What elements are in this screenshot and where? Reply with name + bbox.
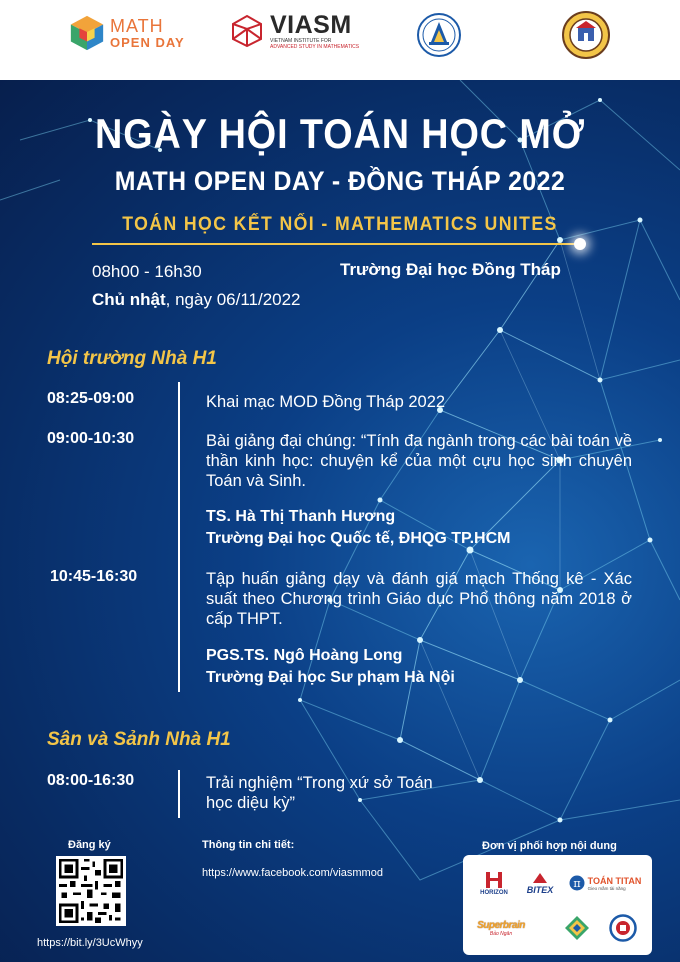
registration-qr-code[interactable] [56, 856, 126, 926]
speaker-affiliation: Trường Đại học Sư phạm Hà Nội [206, 669, 455, 686]
horizon-logo [471, 863, 517, 903]
timeline-divider [178, 382, 180, 692]
math-open-day-cube-icon [68, 14, 106, 52]
title-vietnamese: NGÀY HỘI TOÁN HỌC MỞ [95, 110, 585, 157]
toan-titan-logo [563, 865, 647, 901]
superbrain-logo [471, 907, 531, 949]
bitex-logo [519, 863, 561, 903]
section-heading-lobby: Sân và Sảnh Nhà H1 [47, 729, 231, 750]
details-link[interactable]: https://www.facebook.com/viasmmod [202, 867, 383, 879]
schedule-description: Bài giảng đại chúng: “Tính đa ngành trong các bài toán về thần kinh học: chuyện kể của một cựu học sinh chuyên Toán và Sinh. [206, 432, 632, 490]
dong-thap-university-logo [417, 10, 461, 60]
schedule-description: Khai mạc MOD Đồng Tháp 2022 [206, 393, 446, 411]
event-date-text: , ngày 06/11/2022 [165, 290, 301, 309]
schedule-time: 09:00-10:30 [47, 430, 135, 447]
toan-titan-sub: Gieo mầm tài năng [587, 885, 626, 891]
register-label: Đăng ký [68, 839, 111, 851]
mod-logo-line1: MATH [110, 15, 164, 36]
pi-icon [569, 875, 585, 891]
slogan-underline [92, 243, 580, 245]
poster-main [0, 80, 680, 962]
viasm-sub1: VIETNAM INSTITUTE FOR [270, 38, 332, 44]
toan-titan-text: TOÁN TITAN [587, 875, 642, 886]
details-label: Thông tin chi tiết: [202, 839, 295, 851]
schedule-time: 10:45-16:30 [50, 568, 138, 585]
viasm-logo [230, 12, 359, 50]
high-school-logo [561, 9, 611, 61]
round-emblem-icon [609, 914, 637, 942]
event-date [92, 290, 301, 310]
superbrain-text: Superbrain [477, 919, 525, 931]
register-link[interactable]: https://bit.ly/3UcWhyy [37, 937, 143, 949]
logo-header [0, 0, 680, 80]
viasm-polyhedron-icon [230, 14, 264, 48]
svg-text:π: π [573, 877, 581, 890]
schedule-description: Trải nghiệm “Trong xứ sở Toán học diệu kỳ” [206, 774, 433, 812]
event-venue: Trường Đại học Đồng Tháp [340, 260, 561, 279]
schedule-time: 08:25-09:00 [47, 390, 135, 407]
horizon-icon [483, 870, 505, 890]
section-heading-hall: Hội trường Nhà H1 [47, 348, 217, 369]
schedule-time: 08:00-16:30 [47, 772, 135, 789]
speaker-name: TS. Hà Thị Thanh Hương [206, 508, 396, 525]
event-day: Chủ nhật [92, 290, 166, 309]
diamond-emblem-icon [563, 914, 591, 942]
superbrain-sub: Bảo Ngân [489, 930, 513, 937]
viasm-name: VIASM [270, 11, 352, 39]
school-emblem-icon [561, 9, 611, 61]
round-partner-logo [603, 909, 643, 947]
slogan-glow-dot [574, 238, 586, 250]
timeline-divider [178, 770, 180, 818]
diamond-partner-logo [559, 909, 595, 947]
horizon-text: HORIZON [480, 890, 508, 896]
event-time: 08h00 - 16h30 [92, 262, 202, 281]
university-emblem-icon [417, 10, 461, 60]
viasm-sub2: ADVANCED STUDY IN MATHEMATICS [270, 44, 360, 50]
speaker-name: PGS.TS. Ngô Hoàng Long [206, 647, 403, 664]
mod-logo-line2: OPEN DAY [110, 34, 185, 50]
bitex-icon [531, 871, 549, 885]
partners-label: Đơn vị phối hợp nội dung [482, 840, 617, 852]
bitex-text: BITEX [526, 885, 554, 895]
partner-logos-panel [463, 855, 652, 955]
schedule-description: Tập huấn giảng dạy và đánh giá mạch Thống kê - Xác suất theo Chương trình Giáo dục Phổ thông năm 2018 ở cấp THPT. [206, 570, 632, 628]
speaker-affiliation: Trường Đại học Quốc tế, ĐHQG TP.HCM [206, 530, 511, 547]
title-english: MATH OPEN DAY - ĐỒNG THÁP 2022 [114, 166, 566, 196]
math-open-day-logo [68, 14, 185, 52]
event-slogan: TOÁN HỌC KẾT NỐI - MATHEMATICS UNITES [122, 214, 558, 235]
